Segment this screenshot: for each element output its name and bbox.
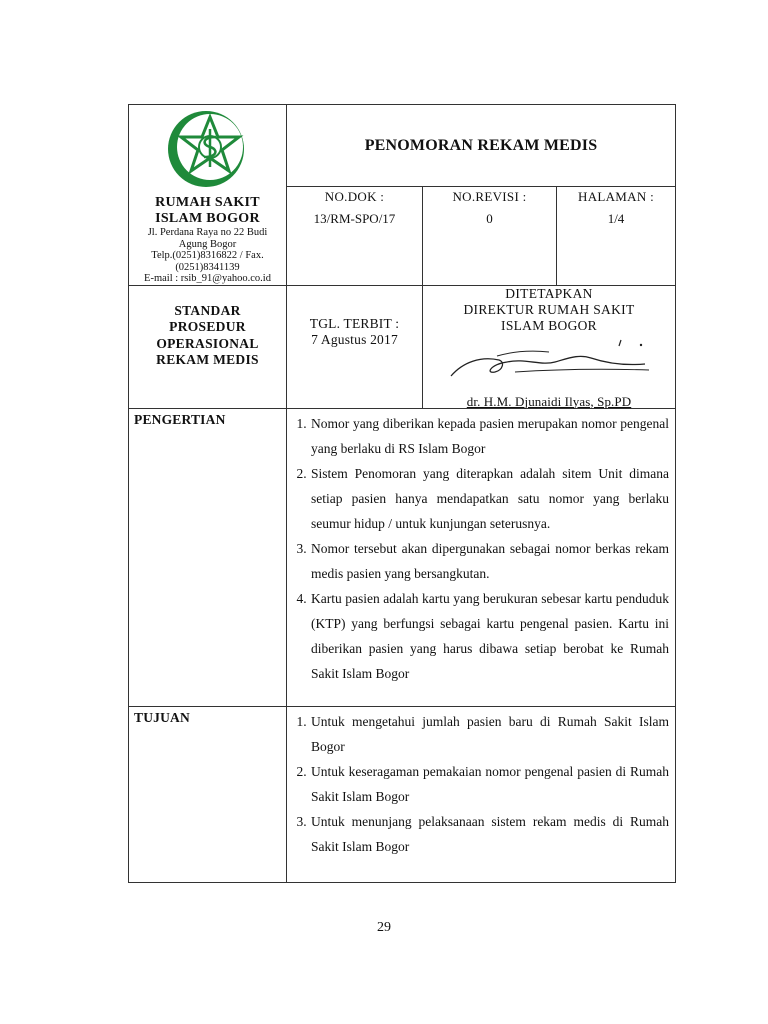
halaman-value: 1/4 [607,210,625,226]
list-item: 1. Untuk mengetahui jumlah pasien baru di Rumah Sakit Islam Bogor [310,709,669,759]
hospital-fax: (0251)8341139 [175,261,240,273]
no-revisi-cell [423,186,557,285]
list-item: 3. Nomor tersebut akan dipergunakan sebagai nomor berkas rekam medis pasien yang bersangkutan. [310,536,669,586]
hospital-address: Jl. Perdana Raya no 22 Budi [147,227,268,238]
hospital-contact-info [129,227,286,285]
hospital-address-city: Agung Bogor [178,238,237,250]
page-number: 29 [377,920,391,935]
pengertian-content [287,408,676,706]
halaman-cell [557,186,676,285]
hospital-phone: Telp.(0251)8316822 / Fax. [151,250,264,261]
halaman-label: HALAMAN : [578,188,655,204]
tujuan-content [287,706,676,882]
hospital-name: RUMAH SAKIT ISLAM BOGOR [155,195,260,226]
issue-date-value: 7 Agustus 2017 [311,331,398,347]
list-item: 4. Kartu pasien adalah kartu yang berukuran sebesar kartu penduduk (KTP) yang berfungsi sebagai kartu pengenal pasien. Kartu ini diberikan pasien yang harus dibawa setiap berobat ke Rumah Sakit Islam Bogor [310,586,669,686]
sop-type-cell: STANDAR PROSEDUR OPERASIONAL REKAM MEDIS [129,285,287,408]
sop-document-table [128,104,676,883]
no-dok-value: 13/RM-SPO/17 [313,210,396,226]
pengertian-label: PENGERTIAN [129,408,287,706]
signature-icon [445,336,655,386]
issue-date-cell [287,285,423,408]
approval-cell [423,285,676,408]
no-revisi-label: NO.REVISI : [452,188,527,204]
no-dok-cell [287,186,423,285]
pengertian-list [287,411,669,686]
hospital-logo-icon [162,107,254,191]
approval-heading: DITETAPKAN [505,285,593,301]
document-title: PENOMORAN REKAM MEDIS [287,105,676,187]
signatory-name: dr. H.M. Djunaidi Ilyas, Sp.PD [466,393,632,409]
no-dok-label: NO.DOK : [324,188,385,204]
list-item: 3. Untuk menunjang pelaksanaan sistem rekam medis di Rumah Sakit Islam Bogor [310,809,669,859]
list-item: 2. Untuk keseragaman pemakaian nomor pengenal pasien di Rumah Sakit Islam Bogor [310,759,669,809]
hospital-identity-cell [129,105,287,286]
approval-institution: ISLAM BOGOR [501,317,597,333]
list-item: 2. Sistem Penomoran yang diterapkan adalah sitem Unit dimana setiap pasien hanya mendapatkan satu nomor yang berlaku seumur hidup / untuk kunjungan seterusnya. [310,461,669,536]
list-item: 1. Nomor yang diberikan kepada pasien merupakan nomor pengenal yang berlaku di RS Islam Bogor [310,411,669,461]
tujuan-list [287,709,669,859]
hospital-email: E-mail : rsib_91@yahoo.co.id [144,273,271,284]
no-revisi-value: 0 [486,210,493,226]
tujuan-label: TUJUAN [129,706,287,882]
approval-position: DIREKTUR RUMAH SAKIT [463,301,635,317]
issue-date-label: TGL. TERBIT : [309,315,400,331]
